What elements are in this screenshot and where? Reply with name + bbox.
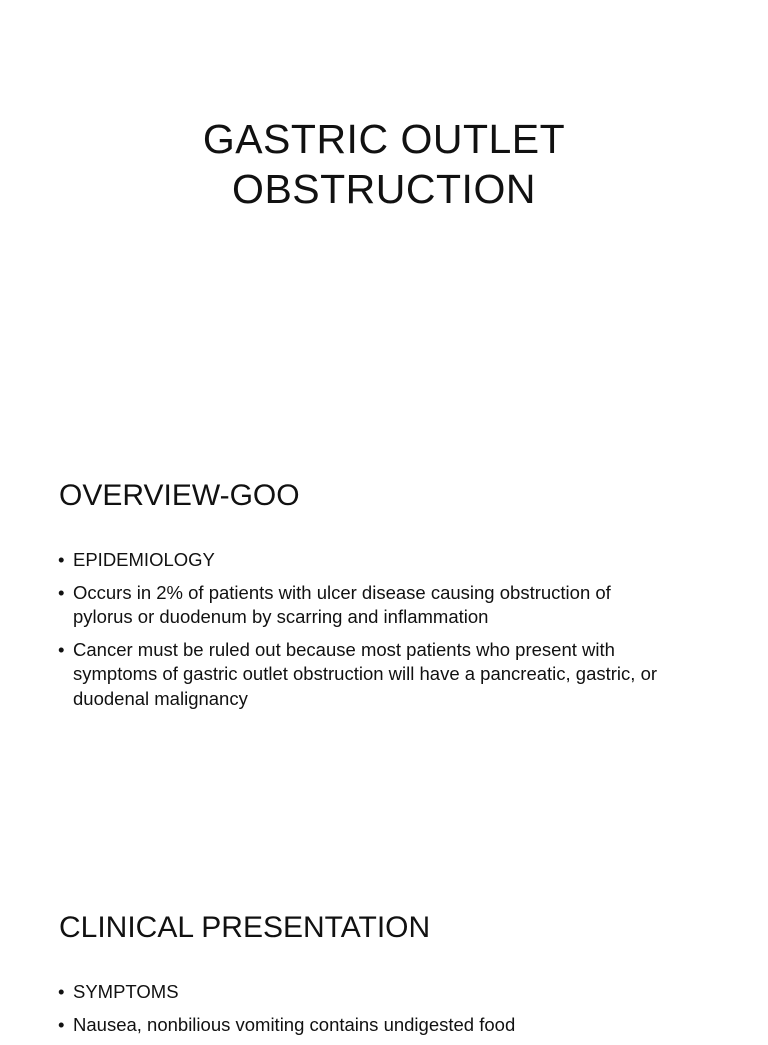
bullet-item — [58, 581, 658, 630]
bullet-text: Cancer must be ruled out because most patients who present with symptoms of gastric outlet obstruction will have a pancreatic, gastric, or duodenal malignancy — [73, 638, 658, 709]
bullet-item — [58, 548, 658, 573]
overview-bullet-list — [58, 548, 658, 719]
bullet-item — [58, 1013, 658, 1038]
bullet-dot-icon: • — [58, 981, 65, 1002]
title-line-1: GASTRIC OUTLET — [202, 116, 566, 162]
bullet-item — [58, 980, 658, 1005]
bullet-dot-icon: • — [58, 638, 65, 660]
overview-slide — [0, 432, 768, 864]
slide-title — [0, 114, 768, 214]
bullet-dot-icon: • — [58, 581, 65, 603]
bullet-text: Occurs in 2% of patients with ulcer disease causing obstruction of pylorus or duodenum by scarring and inflammation — [73, 581, 611, 627]
overview-heading: OVERVIEW-GOO — [59, 479, 300, 512]
title-slide — [0, 0, 768, 432]
bullet-item — [58, 638, 658, 712]
bullet-text: SYMPTOMS — [73, 981, 179, 1002]
bullet-text: EPIDEMIOLOGY — [73, 549, 215, 570]
clinical-presentation-slide — [0, 864, 768, 1035]
title-line-2: OBSTRUCTION — [232, 166, 536, 212]
bullet-dot-icon: • — [58, 1013, 65, 1035]
clinical-heading: CLINICAL PRESENTATION — [59, 911, 431, 944]
bullet-text: Nausea, nonbilious vomiting contains undigested food — [73, 1013, 516, 1035]
bullet-dot-icon: • — [58, 549, 65, 570]
clinical-bullet-list — [58, 980, 658, 1045]
